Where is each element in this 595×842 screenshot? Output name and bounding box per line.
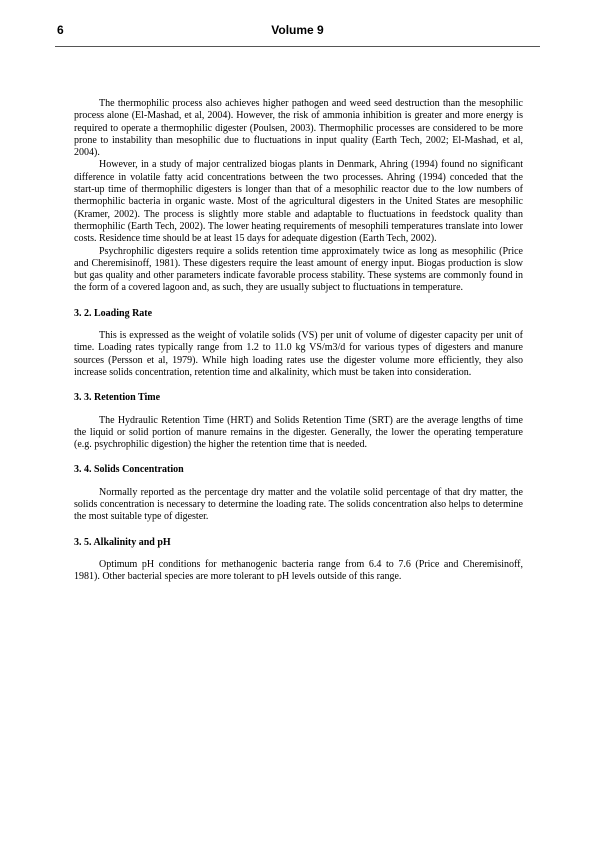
header-rule (55, 46, 540, 47)
body-paragraph: The thermophilic process also achieves higher pathogen and weed seed destruction than the mesophilic process alone (El-Mashad, et al, 2004). However, the risk of ammonia inhibition is greater and more energy is required to operate a thermophilic digester (Poulsen, 2003). Thermophilic processes are considered to be more prone to instability than mesophilic due to fluctuations in input quality (Earth Tech, 2002; El-Mashad, et al, 2004). (74, 98, 523, 159)
section-heading-loading-rate: 3. 2. Loading Rate (74, 307, 153, 319)
section-paragraph-retention-time: The Hydraulic Retention Time (HRT) and Solids Retention Time (SRT) are the average lengths of time the liquid or solid portion of manure remains in the digester. Generally, the lower the operating temperature (e.g. psychrophilic digestion) the higher the retention time that is needed. (74, 414, 523, 451)
page-number: 6 (57, 23, 64, 37)
section-paragraph-solids-concentration: Normally reported as the percentage dry matter and the volatile solid percentage of that dry matter, the solids concentration is necessary to determine the loading rate. The solids concentration also helps to determine the most suitable type of digester. (74, 486, 523, 523)
section-heading-solids-concentration: 3. 4. Solids Concentration (74, 464, 184, 476)
section-heading-retention-time: 3. 3. Retention Time (74, 392, 161, 404)
article-body (74, 98, 523, 584)
section-paragraph-loading-rate: This is expressed as the weight of volatile solids (VS) per unit of volume of digester capacity per unit of time. Loading rates typically range from 1.2 to 11.0 kg VS/m3/d for various types of digesters and manure sources (Persson et al, 1979). While high loading rates use the digester volume more efficiently, they also increase solids concentration, retention time and alkalinity, which must be taken into consideration. (74, 330, 523, 378)
page-header (55, 20, 540, 38)
section-paragraph-alkalinity-ph: Optimum pH conditions for methanogenic bacteria range from 6.4 to 7.6 (Price and Cheremisinoff, 1981). Other bacterial species are more tolerant to pH levels outside of this range. (74, 558, 523, 583)
section-heading-alkalinity-ph: 3. 5. Alkalinity and pH (74, 536, 171, 548)
body-paragraph: Psychrophilic digesters require a solids retention time approximately twice as long as mesophilic (Price and Cheremisinoff, 1981). These digesters require the least amount of energy input. Biogas production is slow but gas quality and other parameters indicate favorable process stability. These systems are commonly found in the form of a covered lagoon and, as such, they are usually subject to fluctuations in temperature. (74, 245, 523, 294)
running-title: Volume 9 (271, 23, 324, 37)
body-paragraph: However, in a study of major centralized biogas plants in Denmark, Ahring (1994) found no significant difference in volatile fatty acid concentrations between the two processes. Ahring (1994) conceded that the start-up time of thermophilic digesters is longer than that of a mesophilic reactor due to the low numbers of thermophilic bacteria in organic waste. Most of the agricultural digesters in the United States are mesophilic (Kramer, 2002). The process is slightly more stable and adaptable to fluctuations in feedstock quality than thermophilic (Earth Tech, 2002). The lower heating requirements of mesophili temperatures translate into lower costs. Residence time should be at least 15 days for adequate digestion (Earth Tech, 2002). (74, 159, 523, 245)
